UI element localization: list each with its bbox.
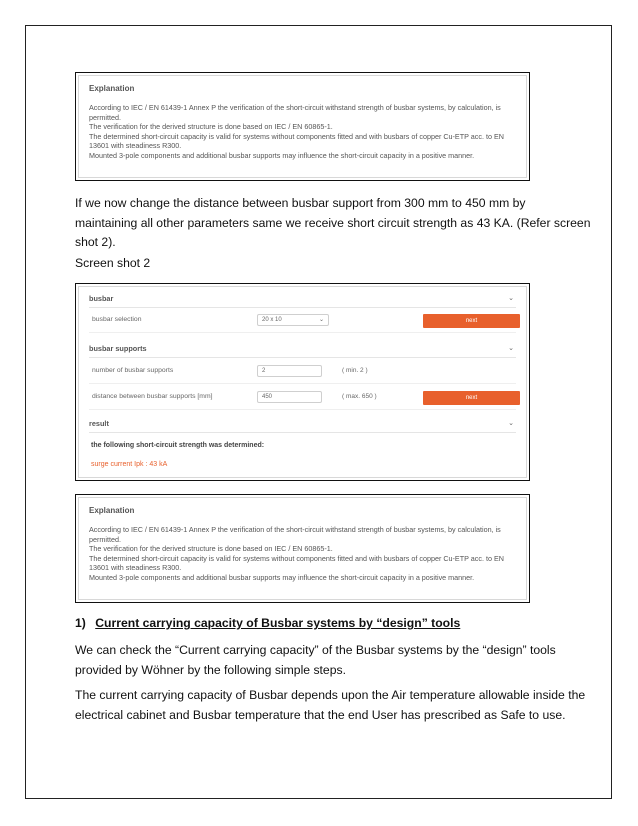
busbar-supports-section-title: busbar supports [89, 344, 147, 353]
screenshot-2-caption: Screen shot 2 [75, 256, 151, 270]
distance-supports-label: distance between busbar supports [mm] [92, 393, 213, 400]
distance-supports-hint: ( max. 650 ) [342, 393, 377, 400]
busbar-tool-screenshot [75, 283, 530, 481]
number-supports-hint: ( min. 2 ) [342, 367, 368, 374]
explanation-line: The verification for the derived structure is done based on IEC / EN 60865-1. [89, 122, 333, 132]
busbar-supports-section-header[interactable] [89, 341, 516, 358]
paragraph-line: The current carrying capacity of Busbar depends upon the Air temperature allowable inside the [75, 688, 586, 702]
busbar-selection-label: busbar selection [92, 316, 142, 323]
explanation-line: Mounted 3-pole components and additional busbar supports may influence the short-circuit capacity in a positive manner. [89, 150, 475, 160]
section-heading-number: 1) [75, 616, 86, 630]
explanation-line: Mounted 3-pole components and additional busbar supports may influence the short-circuit capacity in a positive manner. [89, 572, 475, 582]
paragraph-line: We can check the “Current carrying capacity” of the Busbar systems by the “design” tools [75, 643, 556, 657]
explanation-screenshot-1 [75, 72, 530, 181]
chevron-down-icon[interactable]: ⌄ [508, 420, 514, 427]
explanation-line: permitted. [89, 112, 121, 122]
paragraph-line: If we now change the distance between busbar support from 300 mm to 450 mm by [75, 196, 526, 210]
paragraph-design-tools [75, 641, 575, 680]
explanation-line: 13601 with steadiness R300. [89, 563, 182, 573]
explanation-panel [78, 497, 527, 600]
explanation-title: Explanation [89, 506, 135, 515]
paragraph-line: shot 2). [75, 235, 116, 249]
section-heading [75, 614, 575, 634]
paragraph-line: electrical cabinet and Busbar temperature that the end User has prescribed as Safe to use. [75, 707, 566, 722]
paragraph-line: maintaining all other parameters same we receive short circuit strength as 43 KA. (Refer screen [75, 215, 591, 230]
busbar-selection-row [89, 308, 516, 333]
chevron-down-icon: ⌄ [318, 317, 324, 323]
result-intro: the following short-circuit strength was determined: [91, 442, 265, 449]
busbar-selection-select[interactable] [257, 314, 329, 326]
busbar-section-title: busbar [89, 294, 114, 303]
explanation-text [89, 525, 516, 583]
explanation-title: Explanation [89, 84, 135, 93]
busbar-selection-value: 20 x 10 [262, 317, 282, 323]
result-section-header[interactable] [89, 416, 516, 433]
section-heading-text: Current carrying capacity of Busbar systems by “design” tools [95, 616, 461, 630]
distance-supports-row [89, 385, 516, 410]
paragraph-current-capacity [75, 686, 586, 725]
number-supports-row [89, 359, 516, 384]
explanation-line: 13601 with steadiness R300. [89, 141, 182, 151]
busbar-tool-panel [78, 286, 527, 478]
distance-supports-input[interactable]: 450 [257, 391, 322, 403]
number-supports-input[interactable]: 2 [257, 365, 322, 377]
paragraph-line: provided by Wöhner by the following simple steps. [75, 662, 346, 677]
surge-current-result: surge current Ipk : 43 kA [91, 461, 168, 468]
explanation-line: The determined short-circuit capacity is valid for systems without components fitted and with busbars of copper Cu-ETP acc. to EN [89, 131, 504, 141]
explanation-screenshot-2 [75, 494, 530, 603]
chevron-down-icon[interactable]: ⌄ [508, 295, 514, 302]
busbar-section-header[interactable] [89, 291, 516, 308]
explanation-line: According to IEC / EN 61439-1 Annex P the verification of the short-circuit withstand strength of busbar systems, by calculation, is [89, 103, 501, 112]
number-supports-label: number of busbar supports [92, 367, 174, 374]
explanation-line: The determined short-circuit capacity is valid for systems without components fitted and with busbars of copper Cu-ETP acc. to EN [89, 553, 504, 563]
paragraph-distance-change [75, 194, 591, 253]
chevron-down-icon[interactable]: ⌄ [508, 345, 514, 352]
next-button[interactable]: next [423, 391, 520, 405]
explanation-line: The verification for the derived structure is done based on IEC / EN 60865-1. [89, 544, 333, 554]
explanation-text [89, 103, 516, 161]
explanation-panel [78, 75, 527, 178]
explanation-line: According to IEC / EN 61439-1 Annex P the verification of the short-circuit withstand strength of busbar systems, by calculation, is [89, 525, 501, 534]
result-section-title: result [89, 419, 109, 428]
explanation-line: permitted. [89, 534, 121, 544]
next-button[interactable]: next [423, 314, 520, 328]
